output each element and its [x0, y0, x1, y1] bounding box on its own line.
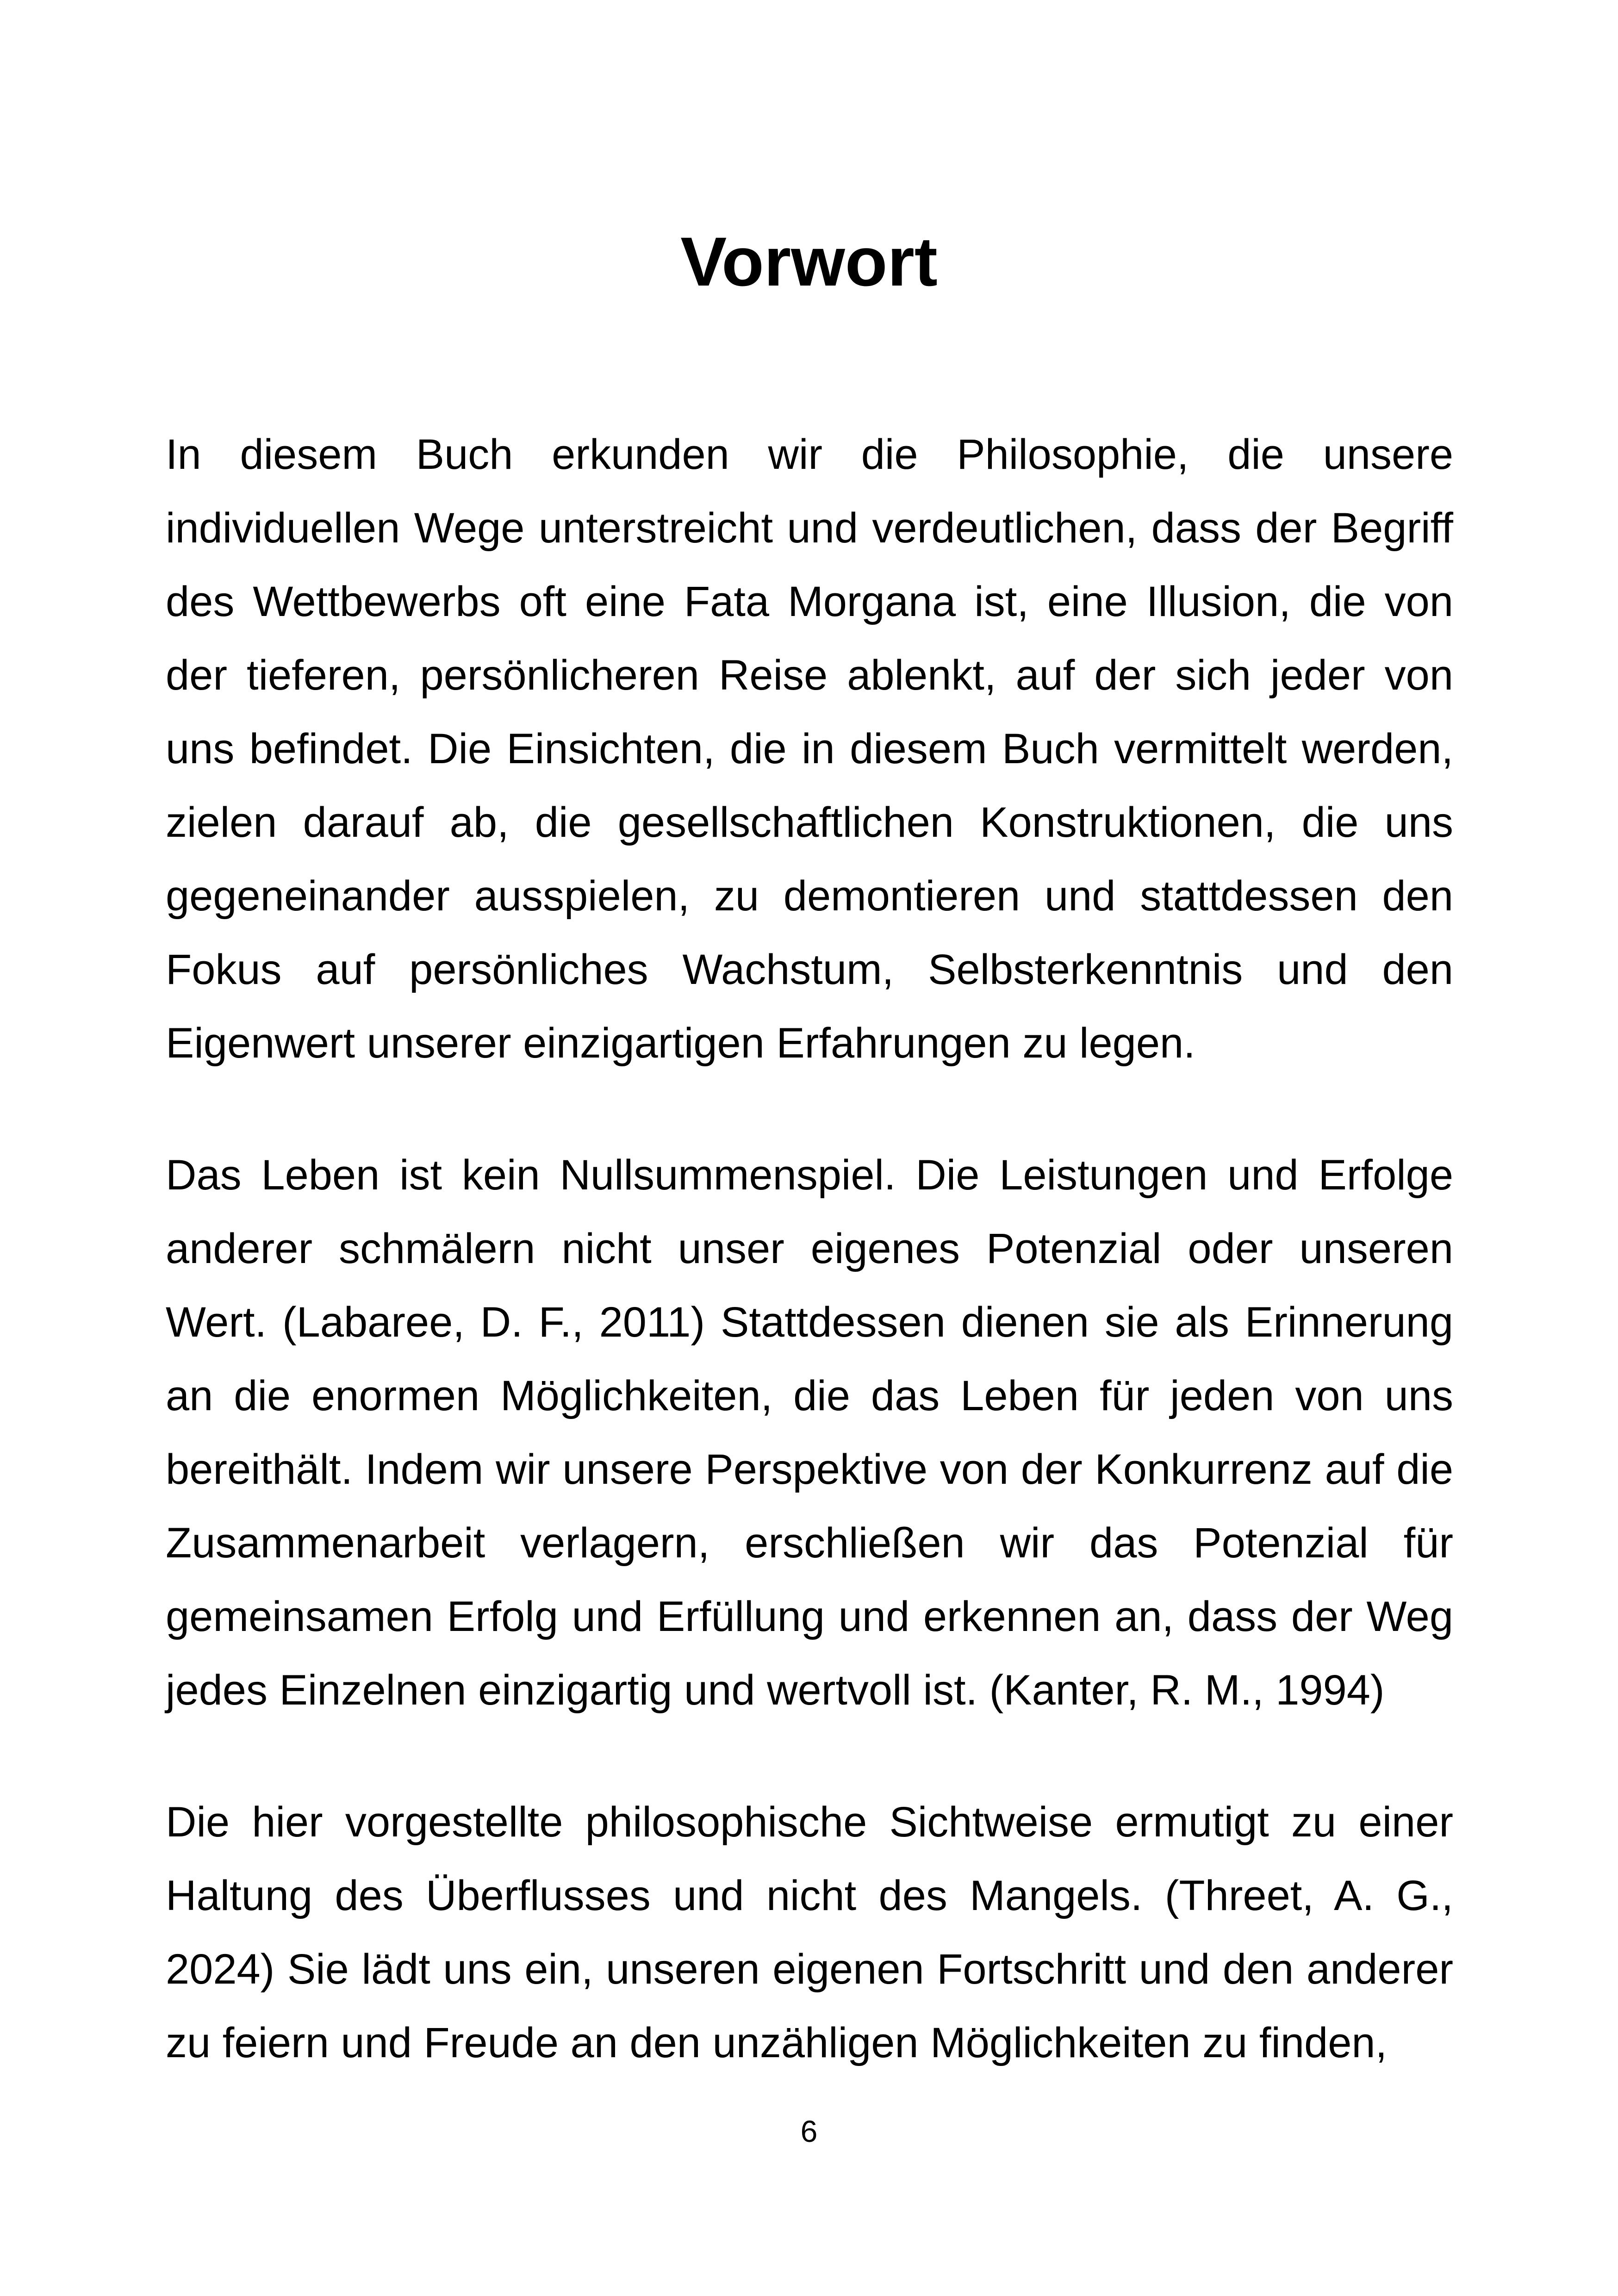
paragraph-1: In diesem Buch erkunden wir die Philosophie, die unsere individuellen Wege unterstreicht und verdeutlichen, dass der Begriff des Wettbewerbs oft eine Fata Morgana ist, eine Illusion, die von der tieferen, persönlicheren Reise ablenkt, auf der sich jeder von uns befindet. Die Einsichten, die in diesem Buch vermittelt werden, zielen darauf ab, die gesellschaftlichen Konstruktionen, die uns gegeneinander ausspielen, zu demontieren und stattdessen den Fokus auf persönliches Wachstum, Selbsterkenntnis und den Eigenwert unserer einzigartigen Erfahrungen zu legen.: [166, 431, 1453, 1067]
paragraph-2: Das Leben ist kein Nullsummenspiel. Die Leistungen und Erfolge anderer schmälern nicht unser eigenes Potenzial oder unseren Wert. (Labaree, D. F., 2011) Stattdessen dienen sie als Erinnerung an die enormen Möglichkeiten, die das Leben für jeden von uns bereithält. Indem wir unsere Perspektive von der Konkurrenz auf die Zusammenarbeit verlagern, erschließen wir das Potenzial für gemeinsamen Erfolg und Erfüllung und erkennen an, dass der Weg jedes Einzelnen einzigartig und wertvoll ist. (Kanter, R. M., 1994): [166, 1151, 1453, 1714]
body-text: [166, 418, 1453, 2138]
paragraph-3: Die hier vorgestellte philosophische Sichtweise ermutigt zu einer Haltung des Überflusses und nicht des Mangels. (Threet, A. G., 2024) Sie lädt uns ein, unseren eigenen Fortschritt und den anderer zu feiern und Freude an den unzähligen Möglichkeiten zu finden,: [166, 1798, 1453, 2066]
page-number: 6: [800, 2114, 818, 2148]
page-title: Vorwort: [680, 223, 938, 300]
